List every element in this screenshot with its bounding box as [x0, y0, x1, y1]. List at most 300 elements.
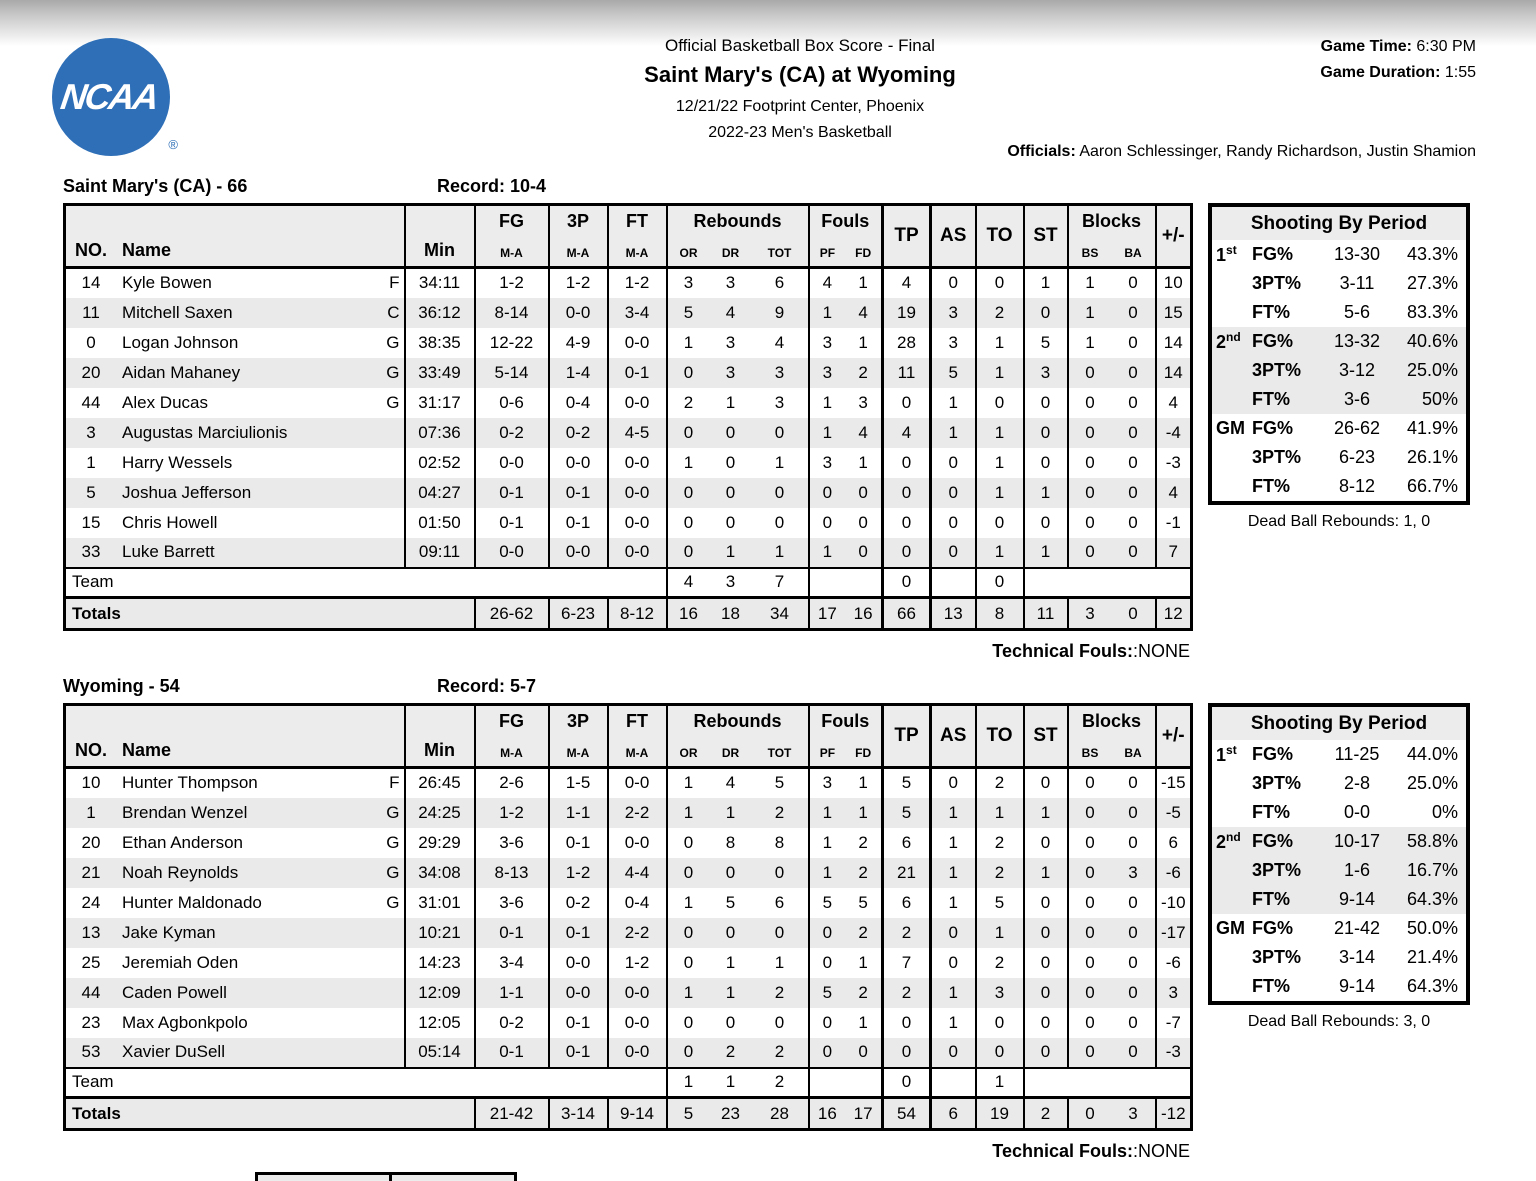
shooting-period: 1st: [1216, 743, 1237, 765]
ft-cell: 0-0: [608, 978, 667, 1008]
player-position: G: [386, 832, 400, 852]
min-cell: 26:45: [405, 768, 475, 798]
team1-title: Saint Mary's (CA) - 66: [63, 176, 248, 196]
col-header-no-name: NO. Name: [65, 705, 405, 768]
min-cell: 33:49: [405, 358, 475, 388]
to-cell: 0: [976, 388, 1024, 418]
shooting-percentage: 50%: [1421, 389, 1458, 409]
shooting-row: [1212, 914, 1466, 943]
rebounds-cell: [667, 978, 809, 1008]
ba-value: 0: [1128, 832, 1138, 852]
header-center: [500, 36, 1100, 142]
tot-value: 0: [774, 482, 785, 502]
dr-value: 0: [725, 1012, 736, 1032]
rebounds-cell: [667, 828, 809, 858]
shooting-percentage: 43.3%: [1406, 244, 1458, 264]
col-header-rebounds: Rebounds OR DR TOT: [667, 205, 809, 268]
dr-value: 5: [725, 892, 736, 912]
3p-cell: 3-14: [549, 1098, 608, 1130]
ft-cell: 9-14: [608, 1098, 667, 1130]
shooting-percentage: 64.3%: [1406, 889, 1458, 909]
st-cell: 0: [1024, 918, 1068, 948]
3p-cell: 0-0: [549, 978, 608, 1008]
bs-value: 0: [1085, 1042, 1095, 1061]
col-header-blocks: Blocks BS BA: [1068, 205, 1156, 268]
plusminus-cell: 12: [1156, 598, 1192, 630]
or-value: 0: [683, 362, 694, 382]
player-cell: [65, 538, 405, 568]
to-cell: 0: [976, 568, 1024, 598]
rebounds-cell: [667, 1008, 809, 1038]
player-position: G: [386, 332, 400, 352]
ba-value: 0: [1128, 332, 1138, 352]
player-name: Xavier DuSell: [122, 1042, 225, 1061]
col-header-as: AS: [931, 705, 976, 768]
shooting-stat-label: 3PT%: [1252, 447, 1302, 467]
fg-cell: 1-1: [475, 978, 549, 1008]
ncaa-logo-circle: [52, 38, 170, 156]
to-cell: 1: [976, 418, 1024, 448]
player-number: 23: [81, 1012, 101, 1032]
ba-value: 0: [1128, 892, 1138, 912]
blocks-cell: [1068, 328, 1156, 358]
st-cell: 0: [1024, 418, 1068, 448]
min-cell: 38:35: [405, 328, 475, 358]
fg-cell: 8-13: [475, 858, 549, 888]
fouls-cell: [809, 888, 883, 918]
to-cell: 19: [976, 1098, 1024, 1130]
player-name: Kyle Bowen: [122, 273, 212, 293]
ft-cell: 0-0: [608, 388, 667, 418]
shooting-row: [1212, 740, 1466, 769]
player-cell: [65, 888, 405, 918]
player-number: 1: [86, 802, 96, 822]
to-cell: 2: [976, 828, 1024, 858]
ft-cell: 1-2: [608, 948, 667, 978]
tp-cell: 5: [883, 768, 931, 798]
player-name: Luke Barrett: [122, 542, 215, 561]
totals-row: [65, 1098, 1192, 1130]
shooting-stat-label: 3PT%: [1252, 360, 1302, 380]
min-cell: 34:08: [405, 858, 475, 888]
fg-cell: 0-0: [475, 448, 549, 478]
fg-cell: 3-6: [475, 828, 549, 858]
player-row: [65, 268, 1192, 298]
fd-value: 0: [858, 542, 868, 561]
dr-value: 1: [725, 392, 736, 412]
ft-cell: 0-0: [608, 768, 667, 798]
ft-cell: 0-0: [608, 1008, 667, 1038]
fd-value: 5: [858, 892, 868, 912]
to-cell: 0: [976, 1038, 1024, 1068]
table-header-row: [65, 705, 1192, 768]
as-cell: 0: [931, 478, 976, 508]
3p-cell: 1-1: [549, 798, 608, 828]
player-position: G: [386, 862, 400, 882]
game-duration-label: Game Duration:: [1320, 64, 1441, 81]
fd-value: 2: [858, 922, 868, 942]
blocks-cell: [1068, 1008, 1156, 1038]
st-cell: 2: [1024, 1098, 1068, 1130]
fd-value: 2: [858, 982, 868, 1002]
fouls-cell: 17 16: [809, 598, 883, 630]
player-number: 1: [86, 452, 96, 472]
fd-value: 0: [858, 512, 868, 532]
shooting-percentage: 26.1%: [1406, 447, 1458, 467]
shooting-percentage: 0%: [1431, 802, 1458, 822]
as-cell: 1: [931, 828, 976, 858]
player-cell: [65, 768, 405, 798]
game-meta: [1320, 34, 1476, 86]
game-time: [1320, 34, 1476, 60]
3p-cell: 1-2: [549, 268, 608, 298]
fouls-cell: [809, 858, 883, 888]
rebounds-cell: [667, 768, 809, 798]
to-cell: 2: [976, 948, 1024, 978]
tot-value: 2: [774, 802, 785, 822]
team2-box-score-table: [63, 703, 1193, 1131]
player-name: Caden Powell: [122, 982, 227, 1002]
shooting-percentage: 64.3%: [1406, 976, 1458, 996]
shooting-made-attempted: 0-0: [1343, 802, 1370, 822]
rebounds-cell: [667, 268, 809, 298]
player-row: [65, 1008, 1192, 1038]
bs-value: 0: [1085, 512, 1095, 532]
shooting-percentage: 27.3%: [1406, 273, 1458, 293]
player-cell: [65, 328, 405, 358]
col-header-tp: TP: [883, 705, 931, 768]
player-row: [65, 478, 1192, 508]
officials-line: [1007, 143, 1476, 161]
player-name: Hunter Maldonado: [122, 892, 262, 912]
blocks-cell: [1068, 388, 1156, 418]
pf-value: 3: [822, 773, 833, 793]
team1-shooting-panel: [1208, 203, 1470, 505]
fouls-cell: [809, 978, 883, 1008]
shooting-stat-label: FG%: [1252, 831, 1294, 851]
min-cell: 12:05: [405, 1008, 475, 1038]
rebounds-cell: [667, 358, 809, 388]
or-value: 0: [683, 832, 694, 852]
fg-cell: 0-1: [475, 918, 549, 948]
fouls-cell: [809, 388, 883, 418]
tp-cell: 0: [883, 1038, 931, 1068]
ft-cell: 0-0: [608, 448, 667, 478]
rebounds-cell: [667, 538, 809, 568]
tp-cell: 5: [883, 798, 931, 828]
bs-value: 0: [1085, 832, 1095, 852]
fouls-cell: [809, 768, 883, 798]
empty-cell: [1024, 1068, 1192, 1098]
pf-value: 3: [822, 362, 833, 382]
player-cell: [65, 828, 405, 858]
tp-cell: 2: [883, 918, 931, 948]
as-cell: 1: [931, 1008, 976, 1038]
st-cell: 0: [1024, 1038, 1068, 1068]
ncaa-logo: [52, 38, 178, 160]
fg-cell: 0-2: [475, 418, 549, 448]
col-header-min: Min: [405, 205, 475, 268]
as-cell: 0: [931, 538, 976, 568]
shooting-stat-label: FT%: [1252, 302, 1290, 322]
as-cell: 1: [931, 858, 976, 888]
fg-cell: 26-62: [475, 598, 549, 630]
player-number: 21: [81, 862, 101, 882]
blocks-cell: [1068, 828, 1156, 858]
blocks-cell: [1068, 1038, 1156, 1068]
tot-value: 0: [774, 512, 785, 532]
totals-label: Totals: [65, 598, 475, 630]
or-value: 0: [683, 1012, 694, 1032]
col-header-tp: TP: [883, 205, 931, 268]
shooting-made-attempted: 26-62: [1333, 418, 1381, 438]
3p-cell: 0-1: [549, 508, 608, 538]
or-value: 0: [683, 1042, 694, 1061]
technical-fouls-line: Technical Fouls::NONE: [992, 1141, 1190, 1161]
shooting-row: [1212, 443, 1466, 472]
fouls-cell: [809, 508, 883, 538]
fd-value: 4: [858, 422, 868, 442]
dr-value: 8: [725, 832, 736, 852]
pf-value: 1: [822, 542, 833, 561]
as-cell: 3: [931, 328, 976, 358]
shooting-stat-label: FT%: [1252, 389, 1290, 409]
player-row: [65, 448, 1192, 478]
bs-value: 0: [1085, 362, 1095, 382]
min-cell: 29:29: [405, 828, 475, 858]
bs-value: 0: [1085, 392, 1095, 412]
as-cell: 1: [931, 388, 976, 418]
col-header-fg: FG M-A: [475, 705, 549, 768]
team-row-label: Team: [65, 568, 667, 598]
col-header-fouls: Fouls PF FD: [809, 205, 883, 268]
col-header-plusminus: +/-: [1156, 705, 1192, 768]
fouls-cell: [809, 828, 883, 858]
team-rebounds-row: [65, 1068, 1192, 1098]
st-cell: 0: [1024, 298, 1068, 328]
game-time-value: 6:30 PM: [1416, 38, 1476, 55]
game-time-label: Game Time:: [1320, 38, 1412, 55]
min-cell: 24:25: [405, 798, 475, 828]
shooting-stat-label: FG%: [1252, 744, 1294, 764]
or-value: 0: [683, 542, 694, 561]
player-name: Logan Johnson: [122, 332, 239, 352]
3p-cell: 1-2: [549, 858, 608, 888]
st-cell: 0: [1024, 828, 1068, 858]
ba-value: 0: [1128, 362, 1138, 382]
fd-value: 1: [858, 452, 868, 472]
rebounds-cell: [667, 1038, 809, 1068]
player-number: 0: [86, 332, 96, 352]
shooting-stat-label: FT%: [1252, 802, 1290, 822]
tot-value: 0: [774, 422, 785, 442]
min-cell: 01:50: [405, 508, 475, 538]
tot-value: 0: [774, 1012, 785, 1032]
ft-cell: 0-0: [608, 538, 667, 568]
col-header-as: AS: [931, 205, 976, 268]
to-cell: 1: [976, 448, 1024, 478]
plusminus-cell: -17: [1156, 918, 1192, 948]
fg-cell: 0-6: [475, 388, 549, 418]
col-header-fg: FG M-A: [475, 205, 549, 268]
bs-value: 0: [1085, 452, 1095, 472]
ft-cell: 0-0: [608, 328, 667, 358]
player-row: [65, 918, 1192, 948]
to-cell: 8: [976, 598, 1024, 630]
fg-cell: 0-1: [475, 1038, 549, 1068]
player-number: 10: [81, 773, 101, 793]
plusminus-cell: 7: [1156, 538, 1192, 568]
tp-cell: 0: [883, 388, 931, 418]
player-cell: [65, 358, 405, 388]
blocks-cell: [1068, 768, 1156, 798]
or-value: 0: [683, 952, 694, 972]
tot-value: 3: [774, 392, 785, 412]
bs-value: 0: [1085, 542, 1095, 561]
player-position: G: [386, 892, 400, 912]
fouls-cell: [809, 1008, 883, 1038]
or-value: 1: [683, 892, 694, 912]
blocks-cell: [1068, 448, 1156, 478]
rebounds-cell: [667, 388, 809, 418]
pf-value: 3: [822, 332, 833, 352]
tp-cell: 6: [883, 828, 931, 858]
as-cell: 0: [931, 918, 976, 948]
player-row: [65, 978, 1192, 1008]
tp-cell: 0: [883, 538, 931, 568]
team2-record: Record: 5-7: [437, 676, 537, 696]
fg-cell: 1-2: [475, 268, 549, 298]
to-cell: 5: [976, 888, 1024, 918]
st-cell: 0: [1024, 978, 1068, 1008]
player-number: 33: [81, 542, 101, 561]
blocks-cell: 0 3: [1068, 1098, 1156, 1130]
plusminus-cell: 4: [1156, 388, 1192, 418]
shooting-made-attempted: 5-6: [1343, 302, 1370, 322]
3p-cell: 0-0: [549, 298, 608, 328]
ft-cell: 4-5: [608, 418, 667, 448]
player-number: 5: [86, 482, 96, 502]
registered-mark: ®: [168, 137, 178, 152]
to-cell: 3: [976, 978, 1024, 1008]
player-name: Ethan Anderson: [122, 832, 243, 852]
player-number: 24: [81, 892, 101, 912]
shooting-made-attempted: 1-6: [1343, 860, 1370, 880]
col-header-st: ST: [1024, 705, 1068, 768]
fouls-cell: [809, 298, 883, 328]
shooting-stat-label: 3PT%: [1252, 860, 1302, 880]
plusminus-cell: -3: [1156, 1038, 1192, 1068]
shooting-stat-label: 3PT%: [1252, 947, 1302, 967]
dr-value: 0: [725, 482, 736, 502]
min-cell: 10:21: [405, 918, 475, 948]
3p-cell: 0-0: [549, 538, 608, 568]
blocks-cell: [1068, 948, 1156, 978]
ft-cell: 8-12: [608, 598, 667, 630]
team2-title: Wyoming - 54: [63, 676, 180, 696]
rebounds-cell: [667, 298, 809, 328]
or-value: 1: [683, 982, 694, 1002]
3p-cell: 0-2: [549, 888, 608, 918]
player-cell: [65, 268, 405, 298]
fg-cell: 0-2: [475, 1008, 549, 1038]
or-value: 5: [683, 302, 694, 322]
st-cell: 1: [1024, 798, 1068, 828]
player-row: [65, 798, 1192, 828]
bs-value: 0: [1085, 982, 1095, 1002]
dr-value: 3: [725, 362, 736, 382]
venue-line: 12/21/22 Footprint Center, Phoenix: [675, 98, 925, 115]
player-name: Aidan Mahaney: [122, 362, 241, 382]
player-position: G: [386, 392, 400, 412]
blocks-cell: [1068, 418, 1156, 448]
as-cell: 13: [931, 598, 976, 630]
shooting-panel-title: Shooting By Period: [1212, 707, 1466, 740]
tp-cell: 4: [883, 268, 931, 298]
blocks-cell: [1068, 268, 1156, 298]
min-cell: 34:11: [405, 268, 475, 298]
blocks-cell: [1068, 858, 1156, 888]
min-cell: 09:11: [405, 538, 475, 568]
pf-value: 4: [822, 273, 833, 293]
player-position: G: [386, 802, 400, 822]
to-cell: 1: [976, 538, 1024, 568]
fg-cell: 5-14: [475, 358, 549, 388]
player-row: [65, 298, 1192, 328]
shooting-made-attempted: 3-6: [1343, 389, 1370, 409]
player-cell: [65, 388, 405, 418]
player-row: [65, 328, 1192, 358]
fg-cell: 12-22: [475, 328, 549, 358]
shooting-made-attempted: 21-42: [1333, 918, 1381, 938]
st-cell: 5: [1024, 328, 1068, 358]
shooting-made-attempted: 10-17: [1333, 831, 1381, 851]
to-cell: 1: [976, 798, 1024, 828]
bs-value: 1: [1085, 332, 1095, 352]
officials-names: Aaron Schlessinger, Randy Richardson, Justin Shamion: [1079, 143, 1476, 160]
player-position: F: [389, 273, 400, 293]
rebounds-cell: [667, 858, 809, 888]
pf-value: 0: [822, 952, 833, 972]
game-duration: [1320, 60, 1476, 86]
plusminus-cell: 14: [1156, 358, 1192, 388]
ba-value: 0: [1128, 482, 1138, 502]
ba-value: 0: [1128, 922, 1138, 942]
or-value: 0: [683, 512, 694, 532]
fouls-cell: [809, 918, 883, 948]
ba-value: 0: [1128, 273, 1138, 293]
plusminus-cell: -4: [1156, 418, 1192, 448]
player-name: Harry Wessels: [122, 452, 233, 472]
dr-value: 1: [725, 952, 736, 972]
player-number: 14: [81, 273, 101, 293]
fouls-cell: [809, 478, 883, 508]
tp-cell: 4: [883, 418, 931, 448]
fg-cell: 8-14: [475, 298, 549, 328]
fouls-cell: [809, 1068, 883, 1098]
plusminus-cell: -1: [1156, 508, 1192, 538]
empty-cell: [1024, 568, 1192, 598]
as-cell: 0: [931, 268, 976, 298]
player-number: 44: [81, 392, 101, 412]
fouls-cell: [809, 418, 883, 448]
pf-value: 1: [822, 802, 833, 822]
shooting-period: GM: [1216, 418, 1245, 438]
pf-value: 5: [822, 892, 833, 912]
tp-cell: 0: [883, 568, 931, 598]
fouls-cell: [809, 448, 883, 478]
dr-value: 1: [725, 982, 736, 1002]
